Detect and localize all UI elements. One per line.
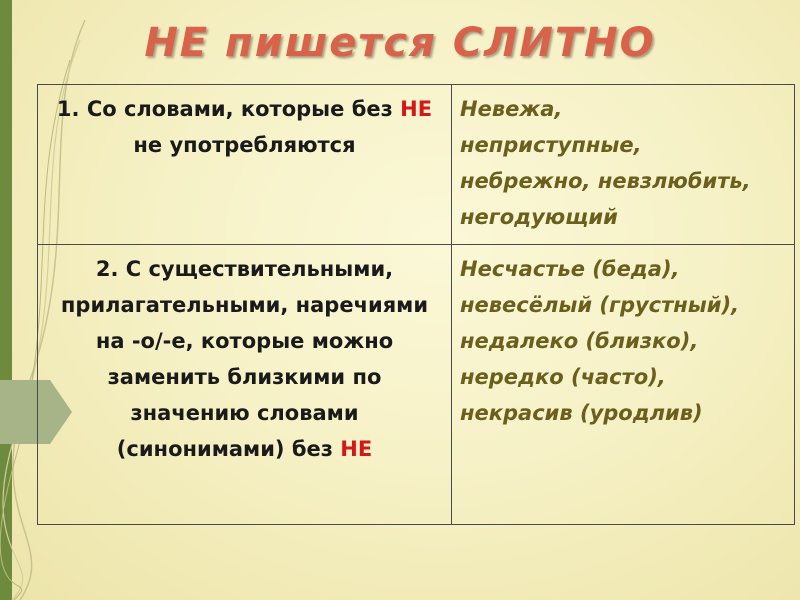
example-item: нередко (часто),	[460, 365, 666, 389]
example-item: некрасив (уродлив)	[460, 401, 703, 425]
example-item: невесёлый (грустный),	[460, 293, 740, 317]
rule-cell	[38, 85, 452, 245]
rule-highlight: НЕ	[340, 437, 373, 461]
examples-cell	[452, 85, 795, 245]
rule-cell	[38, 245, 452, 525]
rule-text-suffix: не употребляются	[133, 133, 356, 157]
rule-highlight: НЕ	[400, 97, 433, 121]
rule-text: 1. Со словами, которые без	[56, 97, 401, 121]
example-item: Невежа,	[460, 97, 563, 121]
table-row	[38, 245, 795, 525]
rules-table	[37, 84, 795, 525]
table-row	[38, 85, 795, 245]
example-item: негодующий	[460, 205, 618, 229]
slide-title: НЕ пишется СЛИТНО	[144, 20, 656, 66]
example-item: недалеко (близко),	[460, 329, 699, 353]
rule-text: 2. С существительными, прилагательными, наречиями на -о/-е, которые можно заменить близкими по значению словами (синонимами) без	[60, 257, 429, 461]
example-item: Несчастье (беда),	[460, 257, 680, 281]
example-item: неприступные,	[460, 133, 642, 157]
example-item: небрежно, невзлюбить,	[460, 169, 751, 193]
examples-cell	[452, 245, 795, 525]
